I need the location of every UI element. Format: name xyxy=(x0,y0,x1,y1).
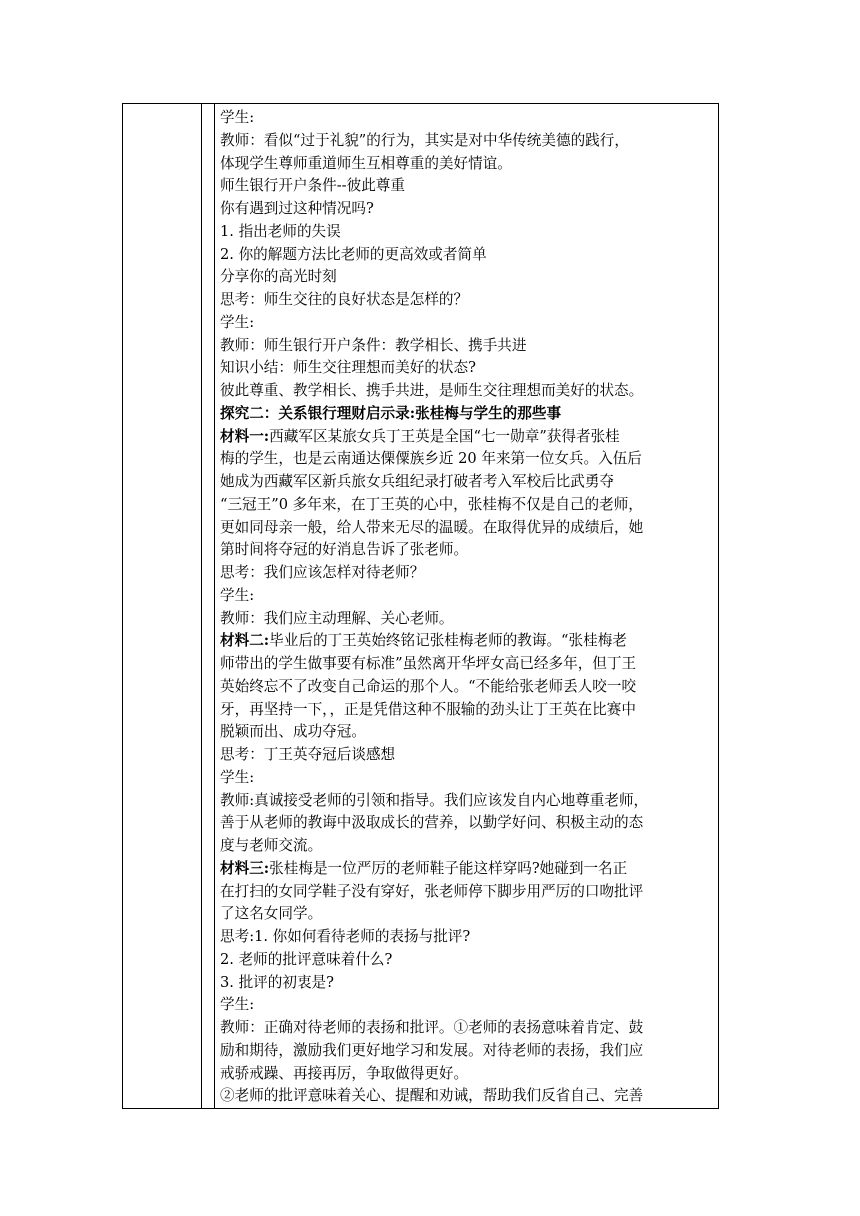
text-line xyxy=(220,972,714,995)
line-text: 学生: xyxy=(220,109,255,126)
line-text: 知识小结：师生交往理想而美好的状态? xyxy=(220,359,476,377)
line-text: 思考：师生交往的良好状态是怎样的？ xyxy=(220,291,469,308)
text-line xyxy=(220,289,714,312)
text-line xyxy=(220,312,714,335)
line-text: 思考：丁王英夺冠后谈感想 xyxy=(220,746,396,763)
line-text: 西藏军区某旅女兵丁王英是全国“七一勋章”获得者张桂 xyxy=(269,427,620,445)
line-text: 梅的学生，也是云南通达傈僳族乡近 20 年来第一位女兵。入伍后 xyxy=(220,450,642,468)
line-text: 了这名女同学。 xyxy=(220,905,323,923)
line-text: 脱颖而出、成功夺冠。 xyxy=(220,723,366,741)
lesson-plan-table xyxy=(122,103,719,1109)
line-text: “三冠王”0 多年来，在丁王英的心中，张桂梅不仅是自己的老师， xyxy=(220,495,643,513)
line-text: 牙，再坚持一下，，正是凭借这种不服输的劲头让丁王英在比赛中 xyxy=(220,700,636,718)
line-text: 戒骄戒躁、再接再厉，争取做得更好。 xyxy=(220,1064,469,1082)
bold-label: 材料二: xyxy=(220,632,270,650)
line-text: 你有遇到过这种情况吗? xyxy=(220,200,374,217)
text-line xyxy=(220,1017,714,1040)
line-text: 张桂梅是一位严厉的老师鞋子能这样穿吗?她碰到一名正 xyxy=(269,859,628,877)
bold-label: 材料三: xyxy=(220,859,270,877)
text-line xyxy=(220,153,714,176)
text-line xyxy=(220,744,714,767)
text-line xyxy=(220,426,714,449)
line-text: 励和期待，激励我们更好地学习和发展。对待老师的表扬，我们应 xyxy=(220,1041,644,1059)
text-line xyxy=(220,562,714,585)
line-text: 第时间将夺冠的好消息告诉了张老师。 xyxy=(220,541,469,559)
line-text: 师带出的学生做事要有标准”虽然离开华坪女高已经多年，但丁王 xyxy=(220,655,637,672)
line-text: 教师：正确对待老师的表扬和批评。①老师的表扬意味着肯定、鼓 xyxy=(220,1019,644,1036)
line-text: 2. 老师的批评意味着什么? xyxy=(220,950,393,968)
bold-label: 探究二：关系银行理财启示录:张桂梅与学生的那些事 xyxy=(220,404,562,422)
text-line xyxy=(220,380,714,403)
line-text: 体现学生尊师重道师生互相尊重的美好情谊。 xyxy=(220,154,512,172)
line-text: 思考:1. 你如何看待老师的表扬与批评? xyxy=(220,928,471,945)
text-line xyxy=(220,699,714,722)
bold-label: 材料一: xyxy=(220,427,270,445)
line-text: ②老师的批评意味着关心、提醒和劝诫，帮助我们反省自己、完善 xyxy=(220,1087,644,1105)
text-line xyxy=(220,653,714,676)
line-text: 她成为西藏军区新兵旅女兵组纪录打破者考入军校后比武勇夺 xyxy=(220,473,615,490)
text-line xyxy=(220,517,714,540)
line-text: 度与老师交流。 xyxy=(220,837,323,854)
line-text: 学生: xyxy=(220,313,255,331)
text-line xyxy=(220,175,714,198)
text-line xyxy=(220,266,714,289)
text-line xyxy=(220,903,714,926)
line-text: 教师：我们应主动理解、关心老师。 xyxy=(220,609,454,627)
line-text: 学生: xyxy=(220,996,255,1014)
blank-cell-narrow xyxy=(202,104,215,1109)
text-line xyxy=(220,721,714,744)
text-line xyxy=(220,585,714,608)
line-text: 教师：师生银行开户条件：教学相长、携手共进 xyxy=(220,336,527,354)
text-line xyxy=(220,767,714,790)
line-text: 学生: xyxy=(220,586,255,604)
line-text: 在打扫的女同学鞋子没有穿好，张老师停下脚步用严厉的口吻批评 xyxy=(220,882,644,900)
text-line xyxy=(220,630,714,653)
line-text: 分享你的高光时刻 xyxy=(220,268,337,286)
line-text: 师生银行开户条件--彼此尊重 xyxy=(220,177,405,195)
text-line xyxy=(220,357,714,380)
text-line xyxy=(220,790,714,813)
line-text: 毕业后的丁王英始终铭记张桂梅老师的教诲。“张桂梅老 xyxy=(269,632,627,650)
text-line xyxy=(220,1085,714,1108)
line-text: 学生: xyxy=(220,768,255,786)
text-line xyxy=(220,926,714,949)
blank-cell-left xyxy=(123,104,202,1109)
text-line xyxy=(220,221,714,244)
text-line xyxy=(220,949,714,972)
text-line xyxy=(220,130,714,153)
text-line xyxy=(220,1063,714,1086)
lesson-content xyxy=(215,104,718,1108)
text-line xyxy=(220,881,714,904)
text-line xyxy=(220,107,714,130)
text-line xyxy=(220,403,714,426)
line-text: 更如同母亲一般，给人带来无尽的温暖。在取得优异的成绩后，她 xyxy=(220,518,644,536)
text-line xyxy=(220,994,714,1017)
text-line xyxy=(220,198,714,221)
text-line xyxy=(220,1040,714,1063)
text-line xyxy=(220,244,714,267)
text-line xyxy=(220,539,714,562)
line-text: 思考：我们应该怎样对待老师？ xyxy=(220,564,425,581)
line-text: 2. 你的解题方法比老师的更高效或者简单 xyxy=(220,245,487,263)
text-line xyxy=(220,448,714,471)
table-row xyxy=(123,104,719,1109)
text-line xyxy=(220,608,714,631)
line-text: 彼此尊重、教学相长、携手共进，是师生交往理想而美好的状态。 xyxy=(220,382,644,399)
text-line xyxy=(220,858,714,881)
text-line xyxy=(220,335,714,358)
text-line xyxy=(220,494,714,517)
line-text: 教师:真诚接受老师的引领和指导。我们应该发自内心地尊重老师， xyxy=(220,791,649,809)
line-text: 英始终忘不了改变自己命运的那个人。“不能给张老师丢人咬一咬 xyxy=(220,677,637,695)
line-text: 3. 批评的初衷是? xyxy=(220,973,334,991)
line-text: 教师：看似“过于礼貌”的行为，其实是对中华传统美德的践行， xyxy=(220,131,629,149)
text-line xyxy=(220,812,714,835)
lesson-content-cell xyxy=(215,104,719,1109)
text-line xyxy=(220,471,714,494)
line-text: 1. 指出老师的失误 xyxy=(220,222,341,240)
text-line xyxy=(220,676,714,699)
text-line xyxy=(220,835,714,858)
line-text: 善于从老师的教诲中汲取成长的营养，以勤学好问、积极主动的态 xyxy=(220,814,644,832)
